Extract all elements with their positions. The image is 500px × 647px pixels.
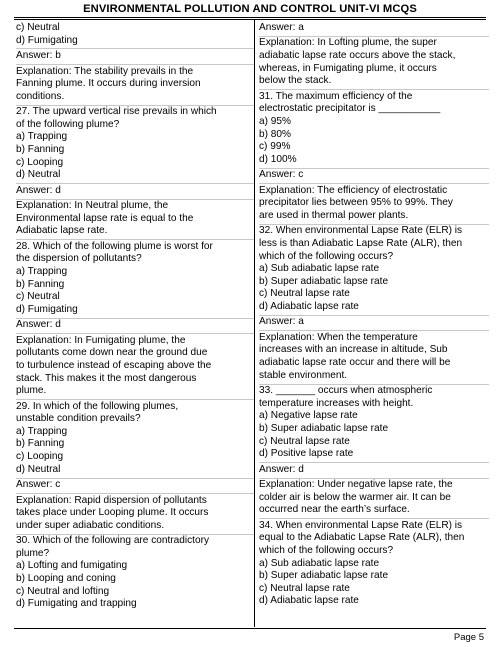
text-line: 27. The upward vertical rise prevails in which xyxy=(16,106,217,118)
text-line: c) Neutral lapse rate xyxy=(259,582,350,594)
text-line: c) Neutral xyxy=(16,22,60,33)
text-line: which of the following occurs? xyxy=(259,544,394,556)
text-line: a) Trapping xyxy=(16,266,68,278)
text-line: Answer: d xyxy=(259,463,304,475)
text-line: of the following plume? xyxy=(16,118,120,130)
text-line: Answer: d xyxy=(16,319,61,331)
text-line: temperature increases with height. xyxy=(259,397,414,409)
text-line: b) Super adiabatic lapse rate xyxy=(259,422,389,434)
text-line: Environmental lapse rate is equal to the xyxy=(16,212,194,224)
text-line: takes place under Looping plume. It occurs xyxy=(16,507,209,519)
text-line: 30. Which of the following are contradictory xyxy=(16,535,209,547)
text-line: a) Sub adiabatic lapse rate xyxy=(259,263,380,275)
text-line: conditions. xyxy=(16,90,65,102)
left-column xyxy=(16,22,254,611)
text-line: are used in thermal power plants. xyxy=(259,209,409,221)
text-line: whereas, in Fumigating plume, it occurs xyxy=(259,62,437,74)
text-line: b) Fanning xyxy=(16,438,65,450)
text-line: 28. Which of the following plume is worst for xyxy=(16,240,213,252)
text-line: adiabatic lapse rate occur and there will be xyxy=(259,357,451,369)
text-line: 31. The maximum efficiency of the xyxy=(259,90,413,102)
text-line: less is than Adiabatic Lapse Rate (ALR), then xyxy=(259,237,463,249)
text-line: pollutants come down near the ground due xyxy=(16,347,208,359)
text-line: which of the following occurs? xyxy=(259,250,394,262)
text-line: b) Super adiabatic lapse rate xyxy=(259,275,389,287)
text-line: Adiabatic lapse rate. xyxy=(16,225,108,237)
text-line: plume? xyxy=(16,547,50,559)
text-line: under super adiabatic conditions. xyxy=(16,519,165,531)
text-line: c) Neutral lapse rate xyxy=(259,435,350,447)
text-line: d) Adiabatic lapse rate xyxy=(259,595,359,607)
page-header-title: ENVIRONMENTAL POLLUTION AND CONTROL UNIT-VI MCQS xyxy=(83,3,417,15)
text-line: a) Sub adiabatic lapse rate xyxy=(259,557,380,569)
right-column xyxy=(259,22,489,608)
text-line: c) Looping xyxy=(16,156,64,168)
text-line: d) Adiabatic lapse rate xyxy=(259,300,359,312)
text-line: a) Trapping xyxy=(16,131,68,143)
text-line: Explanation: In Neutral plume, the xyxy=(16,200,169,212)
text-line: c) Neutral xyxy=(16,291,60,303)
text-line: d) Fumigating and trapping xyxy=(16,598,137,610)
text-line: c) Neutral and lofting xyxy=(16,585,110,597)
text-line: equal to the Adiabatic Lapse Rate (ALR), then xyxy=(259,532,465,544)
text-line: stable environment. xyxy=(259,369,348,381)
text-line: plume. xyxy=(16,385,47,397)
text-line: Explanation: The efficiency of electrostatic xyxy=(259,184,448,196)
text-line: b) Fanning xyxy=(16,278,65,290)
text-line: 29. In which of the following plumes, xyxy=(16,400,179,412)
text-line: 32. When environmental Lapse Rate (ELR) is xyxy=(259,225,463,237)
text-line: d) Neutral xyxy=(16,169,61,181)
text-line: d) Neutral xyxy=(16,463,61,475)
text-line: b) Fanning xyxy=(16,144,65,156)
text-line: 33. _______ occurs when atmospheric xyxy=(259,385,433,397)
text-line: Answer: c xyxy=(259,169,304,181)
text-line: a) Lofting and fumigating xyxy=(16,560,128,572)
text-line: the dispersion of pollutants? xyxy=(16,253,142,265)
text-line: Fanning plume. It occurs during inversion xyxy=(16,78,201,90)
text-line: b) 80% xyxy=(259,128,291,140)
text-line: Explanation: In Lofting plume, the super xyxy=(259,37,437,49)
text-line: b) Looping and coning xyxy=(16,573,116,585)
text-line: d) Fumigating xyxy=(16,34,78,46)
text-line: d) 100% xyxy=(259,153,297,165)
text-line: unstable condition prevails? xyxy=(16,413,141,425)
text-line: Explanation: Under negative lapse rate, the xyxy=(259,479,453,491)
text-line: stack. This makes it the most dangerous xyxy=(16,372,197,384)
page-number: Page 5 xyxy=(453,632,484,643)
text-line: d) Fumigating xyxy=(16,303,78,315)
text-line: electrostatic precipitator is ___________ xyxy=(259,103,441,115)
text-line: colder air is below the warmer air. It can be xyxy=(259,491,451,503)
text-line: a) Negative lapse rate xyxy=(259,410,358,422)
text-line: Explanation: The stability prevails in the xyxy=(16,65,194,77)
text-line: occurred near the earth’s surface. xyxy=(259,504,410,516)
text-line: precipitator lies between 95% to 99%. They xyxy=(259,197,453,209)
column-divider xyxy=(254,19,255,627)
text-line: below the stack. xyxy=(259,75,332,87)
text-line: Explanation: In Fumigating plume, the xyxy=(16,334,186,346)
text-line: 34. When environmental Lapse Rate (ELR) is xyxy=(259,519,463,531)
text-line: Answer: d xyxy=(16,184,61,196)
text-line: a) Trapping xyxy=(16,425,68,437)
text-line: c) Looping xyxy=(16,451,64,463)
text-line: c) 99% xyxy=(259,141,291,153)
text-line: d) Positive lapse rate xyxy=(259,448,354,460)
text-line: Answer: b xyxy=(16,50,61,62)
text-line: b) Super adiabatic lapse rate xyxy=(259,570,389,582)
footer-rule xyxy=(14,628,486,629)
header-rule-top xyxy=(14,17,486,18)
text-line: c) Neutral lapse rate xyxy=(259,288,350,300)
text-line: Answer: c xyxy=(16,479,61,491)
text-line: to turbulence instead of escaping above the xyxy=(16,359,212,371)
text-line: Explanation: When the temperature xyxy=(259,331,418,343)
header-rule-bottom xyxy=(14,19,486,20)
text-line: increases with an increase in altitude, Sub xyxy=(259,344,448,356)
text-line: a) 95% xyxy=(259,115,291,127)
text-line: Explanation: Rapid dispersion of pollutants xyxy=(16,494,207,506)
text-line: Answer: a xyxy=(259,22,304,33)
text-line: Answer: a xyxy=(259,316,304,328)
text-line: adiabatic lapse rate occurs above the stack, xyxy=(259,50,456,62)
